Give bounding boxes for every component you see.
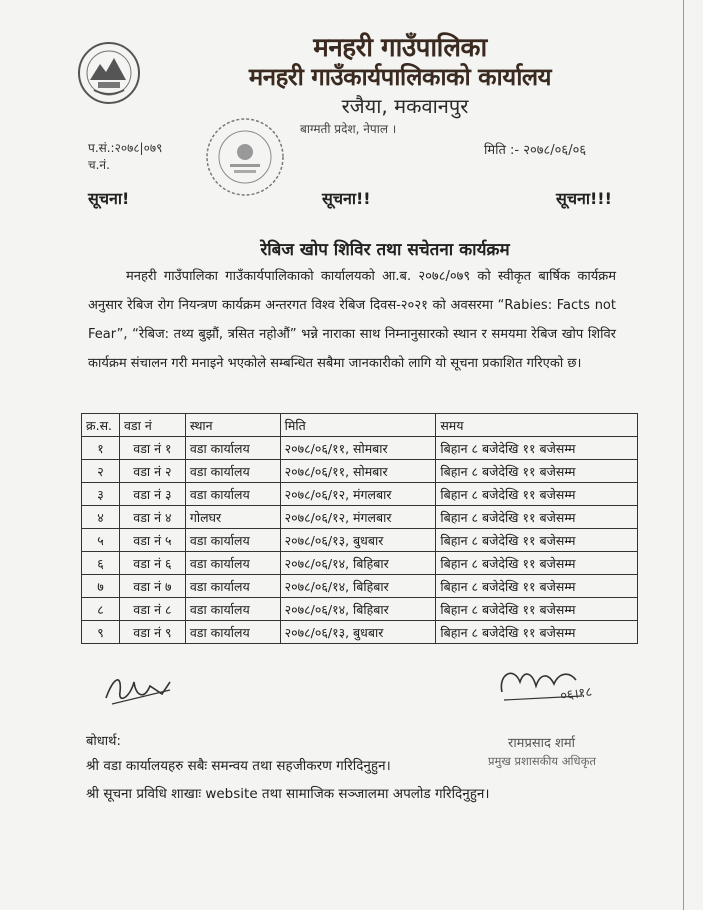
table-cell: २०७८/०६/१२, मंगलबार bbox=[280, 483, 436, 506]
table-cell: वडा कार्यालय bbox=[185, 575, 280, 598]
table-cell: २०७८/०६/११, सोमबार bbox=[280, 437, 436, 460]
cc-it-section: श्री सूचना प्रविधि शाखाः website तथा सामाजिक सञ्जालमा अपलोड गरिदिनुहुन। bbox=[86, 786, 490, 802]
reference-block bbox=[88, 140, 162, 174]
office-stamp-icon bbox=[200, 112, 290, 202]
office-name: मनहरी गाउँकार्यपालिकाको कार्यालय bbox=[248, 63, 552, 91]
table-row bbox=[82, 575, 638, 598]
table-cell: ९ bbox=[82, 621, 120, 644]
emblem-logo-icon bbox=[76, 40, 142, 106]
table-cell: २०७८/०६/१४, बिहिबार bbox=[280, 552, 436, 575]
table-header-cell: वडा नं bbox=[119, 414, 185, 437]
table-cell: बिहान ८ बजेदेखि ११ बजेसम्म bbox=[436, 460, 638, 483]
notice-paragraph-text: मनहरी गाउँपालिका गाउँकार्यपालिकाको कार्यालयको आ.ब. २०७८/०७९ को स्वीकृत बार्षिक कार्यक्रम अनुसार रेबिज रोग नियन्त्रण कार्यक्रम अन्तरगत विश्व रेबिज दिवस-२०२१ को अवसरमा “Rabies: Facts not Fear”, “रेबिज: तथ्य बुझौं, त्रसित नहोऔं” भन्ने नाराका साथ निम्नानुसारको स्थान र समयमा रेबिज खोप शिविर कार्यक्रम संचालन गरी मनाइने भएकोले सम्बन्धित सबैमा जानकारीको लागि यो सूचना प्रकाशित गरिएको छ। bbox=[88, 269, 616, 371]
table-cell: बिहान ८ बजेदेखि ११ बजेसम्म bbox=[436, 437, 638, 460]
table-header-row bbox=[82, 414, 638, 437]
table-header-cell: समय bbox=[436, 414, 638, 437]
notice-label-1: सूचना! bbox=[88, 189, 130, 208]
table-cell: वडा नं ८ bbox=[119, 598, 185, 621]
issue-date: मिति :- २०७८/०६/०६ bbox=[484, 143, 587, 158]
table-row bbox=[82, 621, 638, 644]
notice-title: रेबिज खोप शिविर तथा सचेतना कार्यक्रम bbox=[260, 240, 510, 260]
table-cell: बिहान ८ बजेदेखि ११ बजेसम्म bbox=[436, 529, 638, 552]
signature-date: ०६।१८ bbox=[559, 684, 594, 705]
table-cell: ३ bbox=[82, 483, 120, 506]
table-cell: १ bbox=[82, 437, 120, 460]
table-cell: बिहान ८ बजेदेखि ११ बजेसम्म bbox=[436, 598, 638, 621]
notice-paragraph bbox=[88, 262, 616, 378]
table-cell: बिहान ८ बजेदेखि ११ बजेसम्म bbox=[436, 621, 638, 644]
table-row bbox=[82, 483, 638, 506]
table-row bbox=[82, 506, 638, 529]
table-cell: वडा कार्यालय bbox=[185, 598, 280, 621]
municipality-name: मनहरी गाउँपालिका bbox=[313, 33, 487, 63]
table-header-cell: स्थान bbox=[185, 414, 280, 437]
table-cell: ८ bbox=[82, 598, 120, 621]
bodhartha-label: बोधार्थ: bbox=[86, 734, 121, 749]
table-header-cell: मिति bbox=[280, 414, 436, 437]
signer-name: रामप्रसाद शर्मा bbox=[508, 736, 576, 751]
scan-edge-line bbox=[683, 0, 684, 910]
table-cell: वडा नं ३ bbox=[119, 483, 185, 506]
signer-title: प्रमुख प्रशासकीय अधिकृत bbox=[488, 754, 596, 768]
right-signature-icon bbox=[492, 652, 602, 710]
table-cell: २०७८/०६/१३, बुधबार bbox=[280, 529, 436, 552]
cc-ward-offices: श्री वडा कार्यालयहरु सबैः समन्वय तथा सहजीकरण गरिदिनुहुन। bbox=[86, 758, 391, 774]
office-address: रजैया, मकवानपुर bbox=[341, 94, 469, 118]
table-cell: वडा नं ७ bbox=[119, 575, 185, 598]
table-cell: ७ bbox=[82, 575, 120, 598]
table-cell: बिहान ८ बजेदेखि ११ बजेसम्म bbox=[436, 483, 638, 506]
table-row bbox=[82, 460, 638, 483]
province-line: बाग्मती प्रदेश, नेपाल । bbox=[300, 122, 397, 136]
table-cell: वडा कार्यालय bbox=[185, 437, 280, 460]
table-cell: बिहान ८ बजेदेखि ११ बजेसम्म bbox=[436, 506, 638, 529]
table-header-cell: क्र.स. bbox=[82, 414, 120, 437]
table-cell: वडा नं ४ bbox=[119, 506, 185, 529]
table-cell: २ bbox=[82, 460, 120, 483]
table-cell: बिहान ८ बजेदेखि ११ बजेसम्म bbox=[436, 575, 638, 598]
reference-number: प.सं.:२०७८|०७९ bbox=[88, 141, 163, 155]
table-cell: २०७८/०६/१२, मंगलबार bbox=[280, 506, 436, 529]
table-cell: वडा नं २ bbox=[119, 460, 185, 483]
table-cell: २०७८/०६/१४, बिहिबार bbox=[280, 575, 436, 598]
left-signature-icon bbox=[100, 668, 180, 712]
table-cell: वडा नं १ bbox=[119, 437, 185, 460]
table-cell: ४ bbox=[82, 506, 120, 529]
table-cell: वडा नं ६ bbox=[119, 552, 185, 575]
table-cell: २०७८/०६/१३, बुधबार bbox=[280, 621, 436, 644]
table-cell: वडा कार्यालय bbox=[185, 483, 280, 506]
table-cell: वडा नं ५ bbox=[119, 529, 185, 552]
table-cell: वडा कार्यालय bbox=[185, 529, 280, 552]
table-row bbox=[82, 552, 638, 575]
table-cell: बिहान ८ बजेदेखि ११ बजेसम्म bbox=[436, 552, 638, 575]
table-cell: वडा कार्यालय bbox=[185, 552, 280, 575]
table-cell: वडा कार्यालय bbox=[185, 460, 280, 483]
table-cell: वडा कार्यालय bbox=[185, 621, 280, 644]
table-row bbox=[82, 437, 638, 460]
notice-label-3: सूचना!!! bbox=[556, 189, 612, 208]
table-cell: ५ bbox=[82, 529, 120, 552]
table-cell: गोलघर bbox=[185, 506, 280, 529]
table-cell: २०७८/०६/११, सोमबार bbox=[280, 460, 436, 483]
schedule-table bbox=[81, 413, 638, 644]
table-cell: २०७८/०६/१४, बिहिबार bbox=[280, 598, 436, 621]
table-row bbox=[82, 598, 638, 621]
table-cell: ६ bbox=[82, 552, 120, 575]
table-cell: वडा नं ९ bbox=[119, 621, 185, 644]
table-row bbox=[82, 529, 638, 552]
notice-label-2: सूचना!! bbox=[322, 189, 371, 208]
dispatch-number: च.नं. bbox=[88, 158, 110, 172]
